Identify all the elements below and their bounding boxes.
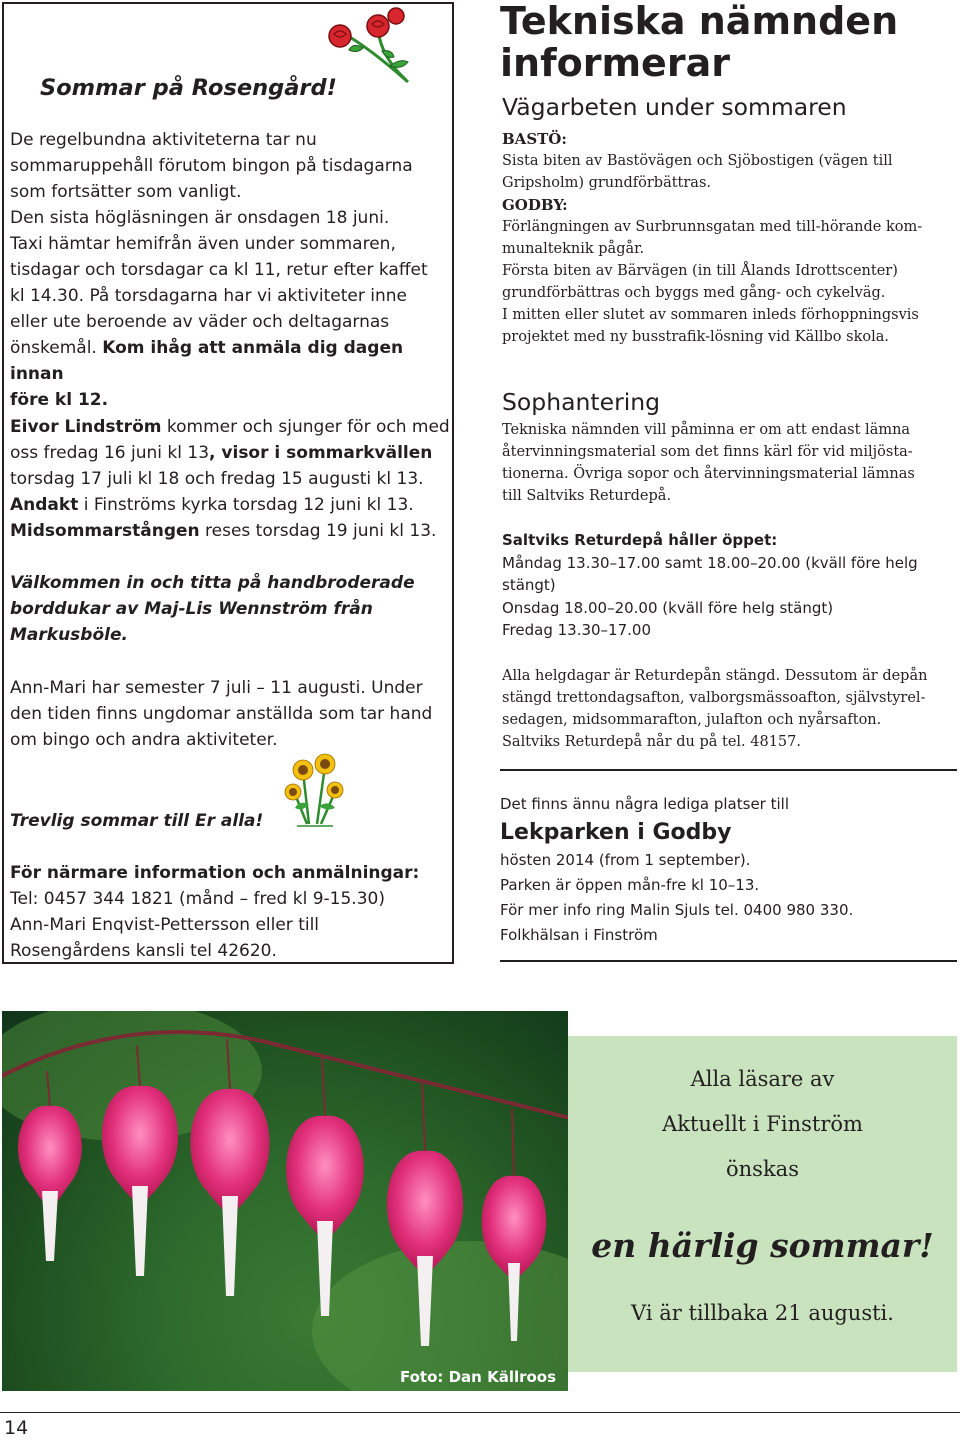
- intro-line: eller ute beroende av väder och deltagarnas: [10, 312, 390, 332]
- intro-line: sommaruppehåll förutom bingon på tisdagarna: [10, 156, 413, 176]
- bleeding-heart-flowers-icon: [2, 1011, 568, 1391]
- opening-line: stängt): [502, 576, 556, 594]
- opening-line: Måndag 13.30–17.00 samt 18.00–20.00 (kväll före helg: [502, 553, 918, 572]
- summer-greeting: Trevlig sommar till Er alla!: [10, 811, 264, 831]
- contact-line: Tel: 0457 344 1821 (månd – fred kl 9-15.30): [10, 889, 385, 909]
- closed-line: Alla helgdagar är Returdepån stängd. Dessutom är depån: [502, 668, 928, 684]
- soph-line: Tekniska nämnden vill påminna er om att endast lämna: [502, 422, 911, 438]
- midsommar-text: reses torsdag 19 juni kl 13.: [199, 521, 437, 541]
- vacation-line: den tiden finns ungdomar anställda som tar hand: [10, 704, 433, 724]
- intro-line: De regelbundna aktiviteterna tar nu: [10, 130, 317, 150]
- lekpark-line: För mer info ring Malin Sjuls tel. 0400 980 330.: [500, 901, 854, 919]
- roadwork-section: [502, 128, 957, 348]
- basto-label: BASTÖ:: [502, 130, 567, 148]
- welcome-line: borddukar av Maj-Lis Wennström från: [10, 599, 373, 619]
- summer-greeting-box: [568, 1036, 957, 1372]
- opening-hours: [502, 529, 957, 642]
- performer-text: kommer och sjunger för och med: [161, 417, 450, 437]
- closed-line: sedagen, midsommarafton, julafton och nyårsafton.: [502, 712, 882, 728]
- soph-line: till Saltviks Returdepå.: [502, 488, 672, 504]
- photo-credit: Foto: Dan Källroos: [399, 1368, 557, 1386]
- return-date: Vi är tillbaka 21 augusti.: [631, 1301, 894, 1325]
- basto-line: Gripsholm) grundförbättras.: [502, 175, 712, 191]
- divider: [500, 960, 957, 962]
- roadwork-subtitle: Vägarbeten under sommaren: [502, 93, 847, 121]
- basto-line: Sista biten av Bastövägen och Sjöbostigen (vägen till: [502, 153, 893, 169]
- reminder-text-end: före kl 12.: [10, 390, 109, 410]
- godby-line: munalteknik pågår.: [502, 241, 645, 257]
- opening-title: Saltviks Returdepå håller öppet:: [502, 531, 778, 549]
- lekpark-line: Parken är öppen mån-fre kl 10–13.: [500, 876, 760, 894]
- performer-date: oss fredag 16 juni kl 13: [10, 443, 210, 463]
- welcome-line: Välkommen in och titta på handbroderade: [10, 573, 415, 593]
- divider: [500, 769, 957, 771]
- intro-line: önskemål.: [10, 338, 97, 358]
- welcome-paragraph: [10, 570, 450, 648]
- godby-line: Förlängningen av Surbrunnsgatan med till-hörande kom-: [502, 219, 923, 235]
- greeting-headline: en härlig sommar!: [591, 1226, 934, 1265]
- lekpark-line: hösten 2014 (from 1 september).: [500, 851, 751, 869]
- contact-line: Rosengårdens kansli tel 42620.: [10, 941, 277, 961]
- soph-line: tionerna. Övriga sopor och återvinningsmaterial lämnas: [502, 466, 915, 482]
- greeting-line: Aktuellt i Finström: [662, 1112, 863, 1136]
- intro-line: Taxi hämtar hemifrån även under sommaren,: [10, 234, 396, 254]
- intro-line: tisdagar och torsdagar ca kl 11, retur efter kaffet: [10, 260, 428, 280]
- bleeding-heart-photo: [2, 1011, 568, 1391]
- contact-info: [10, 860, 450, 964]
- intro-line: Den sista högläsningen är onsdagen 18 juni.: [10, 208, 390, 228]
- vacation-line: om bingo och andra aktiviteter.: [10, 730, 278, 750]
- performer-dates: torsdag 17 juli kl 18 och fredag 15 augusti kl 13.: [10, 469, 424, 489]
- lekpark-line: Folkhälsan i Finström: [500, 926, 658, 944]
- soph-line: återvinningsmaterial som det finns kärl för vid miljösta-: [502, 444, 913, 460]
- godby-label: GODBY:: [502, 196, 568, 214]
- midsommar-label: Midsommarstången: [10, 521, 200, 541]
- tekniska-title: [500, 0, 955, 84]
- lekpark-title: Lekparken i Godby: [500, 820, 732, 845]
- rosengard-title: Sommar på Rosengård!: [40, 75, 337, 101]
- closed-line: stängd trettondagsafton, valborgsmässoafton, självstyrel-: [502, 690, 926, 706]
- contact-title: För närmare information och anmälningar:: [10, 863, 420, 883]
- tekniska-title-line: Tekniska nämnden: [500, 0, 899, 43]
- closed-line: Saltviks Returdepå når du på tel. 48157.: [502, 734, 801, 750]
- godby-line: I mitten eller slutet av sommaren inleds förhoppningsvis: [502, 307, 919, 323]
- intro-line: som fortsätter som vanligt.: [10, 182, 242, 202]
- performer-event: , visor i sommarkvällen: [209, 443, 433, 463]
- lekpark-intro: Det finns ännu några lediga platser till: [500, 795, 789, 813]
- sophantering-title: Sophantering: [502, 388, 661, 416]
- vacation-line: Ann-Mari har semester 7 juli – 11 augusti. Under: [10, 678, 423, 698]
- tekniska-title-line: informerar: [500, 41, 730, 85]
- events-paragraph: [10, 414, 450, 544]
- godby-line: Första biten av Bärvägen (in till Ålands Idrottscenter): [502, 263, 898, 279]
- greeting-line: önskas: [726, 1157, 799, 1181]
- rosengard-intro: [10, 127, 450, 413]
- contact-line: Ann-Mari Enqvist-Pettersson eller till: [10, 915, 320, 935]
- godby-line: grundförbättras och byggs med gång- och cykelväg.: [502, 285, 886, 301]
- opening-line: Onsdag 18.00–20.00 (kväll före helg stängt): [502, 598, 834, 617]
- lekpark-info: [500, 848, 960, 948]
- closed-days: [502, 665, 957, 753]
- vacation-paragraph: [10, 675, 450, 753]
- intro-line: kl 14.30. På torsdagarna har vi aktiviteter inne: [10, 286, 407, 306]
- reminder-text: Kom ihåg att anmäla dig dagen innan: [10, 338, 404, 384]
- page-number: 14: [4, 1417, 29, 1439]
- andakt-label: Andakt: [10, 495, 79, 515]
- sophantering-text: [502, 419, 957, 507]
- greeting-line: Alla läsare av: [690, 1067, 835, 1091]
- andakt-text: i Finströms kyrka torsdag 12 juni kl 13.: [78, 495, 414, 515]
- opening-line: Fredag 13.30–17.00: [502, 621, 651, 639]
- footer-rule: [0, 1412, 960, 1413]
- godby-line: projektet med ny busstrafik-lösning vid Källbo skola.: [502, 329, 889, 345]
- performer-name: Eivor Lindström: [10, 417, 162, 437]
- welcome-line: Markusböle.: [10, 625, 128, 645]
